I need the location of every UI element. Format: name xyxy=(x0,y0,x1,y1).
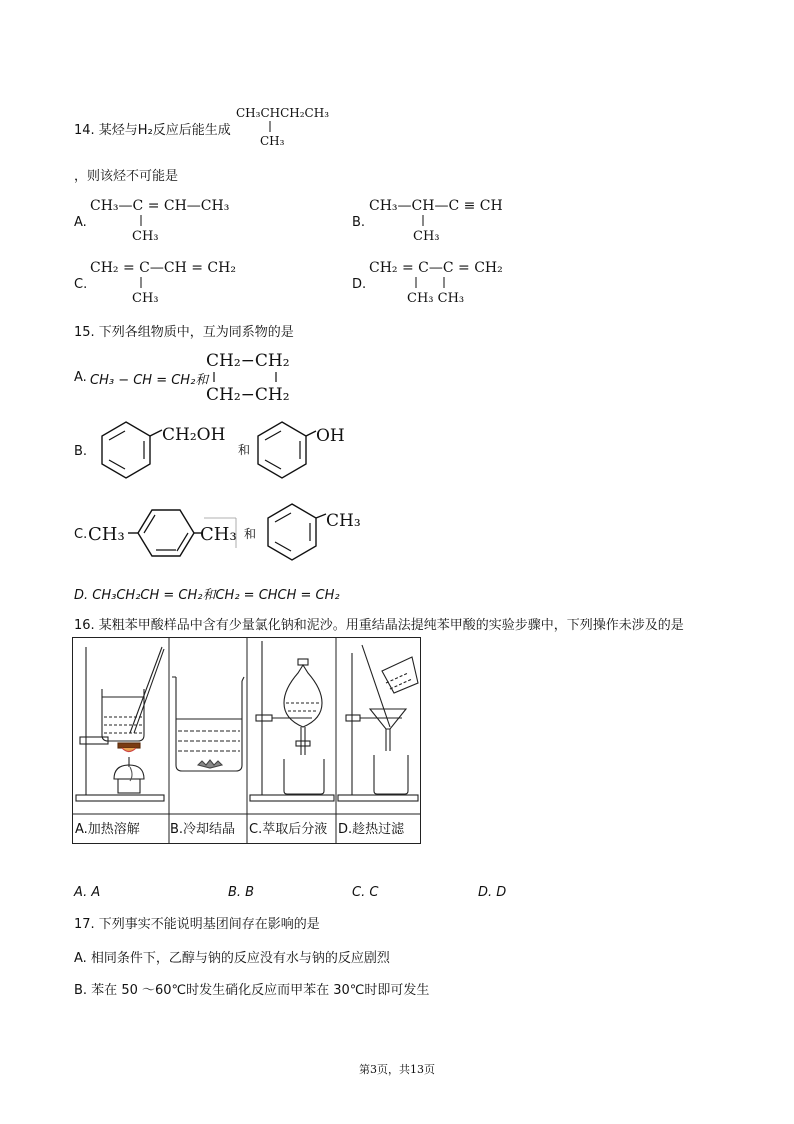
q16-answer-b[interactable]: B. B xyxy=(228,885,255,900)
q14-option-d-structure xyxy=(365,254,565,308)
q17-option-a[interactable]: A. 相同条件下，乙醇与钠的反应没有水与钠的反应剧烈 xyxy=(74,951,390,966)
q14-option-b-letter[interactable]: B. xyxy=(352,215,366,230)
q15-b-sub2: OH xyxy=(316,426,345,446)
q16-apparatus-table xyxy=(72,637,422,845)
q14-product-branch: CH₃ xyxy=(260,134,285,148)
q14-option-c-main: CH₂ = C—CH = CH₂ xyxy=(90,260,236,276)
q15-option-c-letter[interactable]: C. xyxy=(74,527,88,542)
q16-caption-d: D.趁热过滤 xyxy=(338,822,405,837)
q15-option-d[interactable]: D. CH₃CH₂CH = CH₂和CH₂ = CHCH = CH₂ xyxy=(74,588,340,603)
q14-option-d-main: CH₂ = C—C = CH₂ xyxy=(369,260,503,276)
q14-option-b-main: CH₃—CH—C ≡ CH xyxy=(369,198,503,214)
q16-answer-c[interactable]: C. C xyxy=(352,885,379,900)
q15-ring-bottom: CH₂−CH₂ xyxy=(206,385,290,405)
p-xylene-structure xyxy=(88,510,237,556)
q14-option-c-letter[interactable]: C. xyxy=(74,277,88,292)
q14-product-structure xyxy=(232,100,342,152)
q14-option-b-sub: CH₃ xyxy=(413,229,440,244)
q17-stem: 17. 下列事实不能说明基团间存在影响的是 xyxy=(74,917,320,932)
q14-option-d-sub: CH₃ CH₃ xyxy=(407,291,465,306)
q14-stem: 14. 某烃与H₂反应后能生成 xyxy=(74,123,231,138)
q14-option-a-structure xyxy=(86,192,286,246)
q14-option-c-structure xyxy=(86,254,286,308)
q15-c-left: CH₃ xyxy=(88,524,125,545)
q16-answer-d[interactable]: D. D xyxy=(478,885,507,900)
benzyl-alcohol-structure xyxy=(102,422,225,478)
q14-option-d-letter[interactable]: D. xyxy=(352,277,367,292)
q16-answer-a[interactable]: A. A xyxy=(74,885,101,900)
q14-option-b-structure xyxy=(365,192,565,246)
q15-option-a-text: CH₃ − CH = CH₂和 xyxy=(90,373,209,388)
q16-caption-b: B.冷却结晶 xyxy=(170,822,236,837)
q14-product-top: CH₃CHCH₂CH₃ xyxy=(236,106,330,120)
heating-dissolve-apparatus xyxy=(76,647,164,801)
q14-option-a-sub: CH₃ xyxy=(132,229,159,244)
separatory-funnel-apparatus xyxy=(250,641,334,801)
q15-ring-top: CH₂−CH₂ xyxy=(206,351,290,371)
q15-b-sub1: CH₂OH xyxy=(162,425,226,445)
q15-cyclobutane xyxy=(202,344,312,408)
q16-caption-c: C.萃取后分液 xyxy=(249,822,328,837)
q15-option-b-letter[interactable]: B. xyxy=(74,444,88,459)
toluene-structure xyxy=(268,504,361,560)
q17-option-b[interactable]: B. 苯在 50 ～60℃时发生硝化反应而甲苯在 30℃时即可发生 xyxy=(74,983,430,998)
phenol-structure xyxy=(258,422,345,478)
q14-tail: ，则该烃不可能是 xyxy=(74,169,179,184)
q15-c-right: CH₃ xyxy=(200,524,237,545)
q14-option-c-sub: CH₃ xyxy=(132,291,159,306)
q15-stem: 15. 下列各组物质中，互为同系物的是 xyxy=(74,325,294,340)
hot-filtration-apparatus xyxy=(338,645,418,801)
q14-option-a-letter[interactable]: A. xyxy=(74,215,87,230)
q15-option-b-structures xyxy=(88,414,388,490)
q15-c-and: 和 xyxy=(244,527,257,541)
q15-option-c-structures xyxy=(86,496,386,570)
q15-c-sub2: CH₃ xyxy=(326,511,361,531)
q16-caption-a: A.加热溶解 xyxy=(75,822,140,837)
q15-option-a-letter[interactable]: A. xyxy=(74,370,87,385)
q16-stem: 16. 某粗苯甲酸样品中含有少量氯化钠和泥沙。用重结晶法提纯苯甲酸的实验步骤中，下列操作未涉及的是 xyxy=(74,618,684,633)
page-footer: 第3页，共13页 xyxy=(359,1063,435,1076)
q15-b-and: 和 xyxy=(238,443,251,457)
q14-option-a-main: CH₃—C = CH—CH₃ xyxy=(90,198,230,214)
cooling-crystallize-apparatus xyxy=(172,677,244,771)
